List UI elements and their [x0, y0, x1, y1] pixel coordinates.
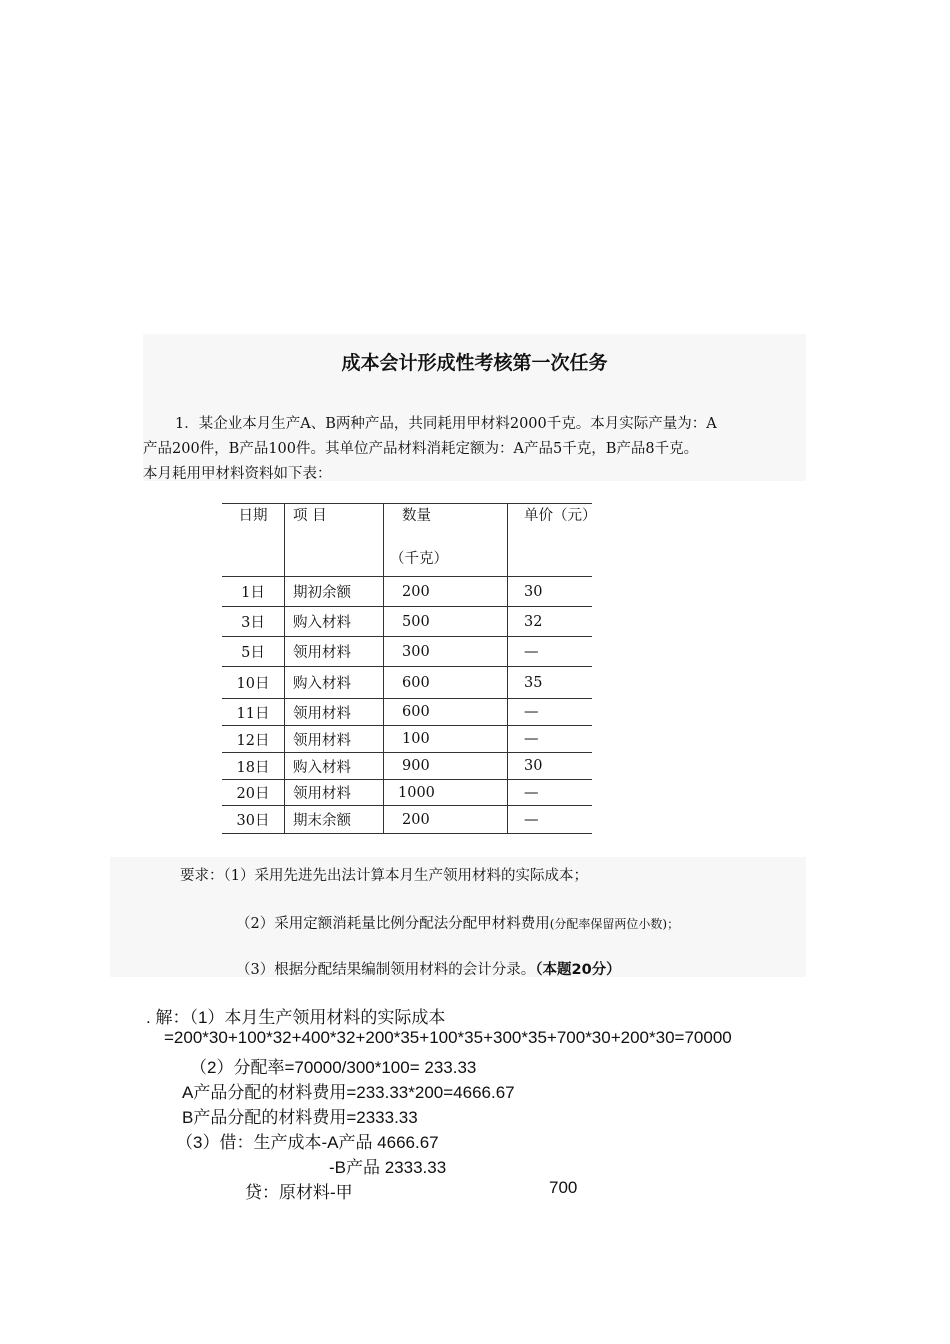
question-line-1: 1．某企业本月生产A、B两种产品，共同耗用甲材料2000千克。本月实际产量为：A — [175, 416, 717, 432]
question-block — [143, 334, 806, 481]
table-row: 3日 购入材料 500 32 — [222, 607, 592, 637]
requirement-3: （3）根据分配结果编制领用材料的会计分录。（本题20分） — [236, 962, 621, 978]
requirement-2: （2）采用定额消耗量比例分配法分配甲材料费用(分配率保留两位小数)； — [236, 916, 680, 932]
solution-line-7: 贷：原材料-甲 — [245, 1183, 353, 1202]
requirement-1: 要求：（1）采用先进先出法计算本月生产领用材料的实际成本； — [180, 868, 588, 884]
header-quantity: 数量 （千克） — [384, 504, 508, 577]
requirements-block — [110, 857, 806, 977]
question-line-3: 本月耗用甲材料资料如下表： — [143, 466, 332, 482]
header-item: 项 目 — [285, 504, 384, 577]
page-title: 成本会计形成性考核第一次任务 — [341, 352, 608, 374]
solution-line-4: B产品分配的材料费用=2333.33 — [182, 1108, 418, 1127]
table-row: 10日 购入材料 600 35 — [222, 667, 592, 699]
solution-line-1: =200*30+100*32+400*32+200*35+100*35+300*35+700*30+200*30=70000 — [164, 1028, 732, 1047]
solution-line-6: -B产品 2333.33 — [329, 1158, 447, 1177]
table-row: 12日 领用材料 100 — — [222, 726, 592, 753]
score-note: （本题20分） — [535, 962, 621, 978]
solution-line-2: （2）分配率=70000/300*100= 233.33 — [190, 1058, 477, 1077]
solution-line-5: （3）借：生产成本-A产品 4666.67 — [176, 1133, 439, 1152]
solution-line-0: . 解：（1）本月生产领用材料的实际成本 — [146, 1008, 446, 1027]
question-line-2: 产品200件，B产品100件。其单位产品材料消耗定额为：A产品5千克，B产品8千克。 — [143, 441, 699, 457]
table-row: 5日 领用材料 300 — — [222, 637, 592, 667]
table-row: 20日 领用材料 1000 — — [222, 780, 592, 806]
table-header-row — [222, 504, 592, 577]
header-date: 日期 — [222, 504, 285, 577]
table-row: 30日 期末余额 200 — — [222, 806, 592, 834]
table-row: 18日 购入材料 900 30 — [222, 753, 592, 780]
requirement-2-note: (分配率保留两位小数)； — [549, 917, 680, 931]
header-quantity-unit: （千克） — [390, 551, 448, 567]
header-unit-price: 单价（元） — [508, 504, 593, 577]
solution-line-3: A产品分配的材料费用=233.33*200=4666.67 — [182, 1083, 515, 1102]
table-row: 1日 期初余额 200 30 — [222, 577, 592, 607]
material-table — [222, 503, 597, 834]
table-row: 11日 领用材料 600 — — [222, 699, 592, 726]
solution-line-7-amount: 700 — [549, 1178, 578, 1197]
